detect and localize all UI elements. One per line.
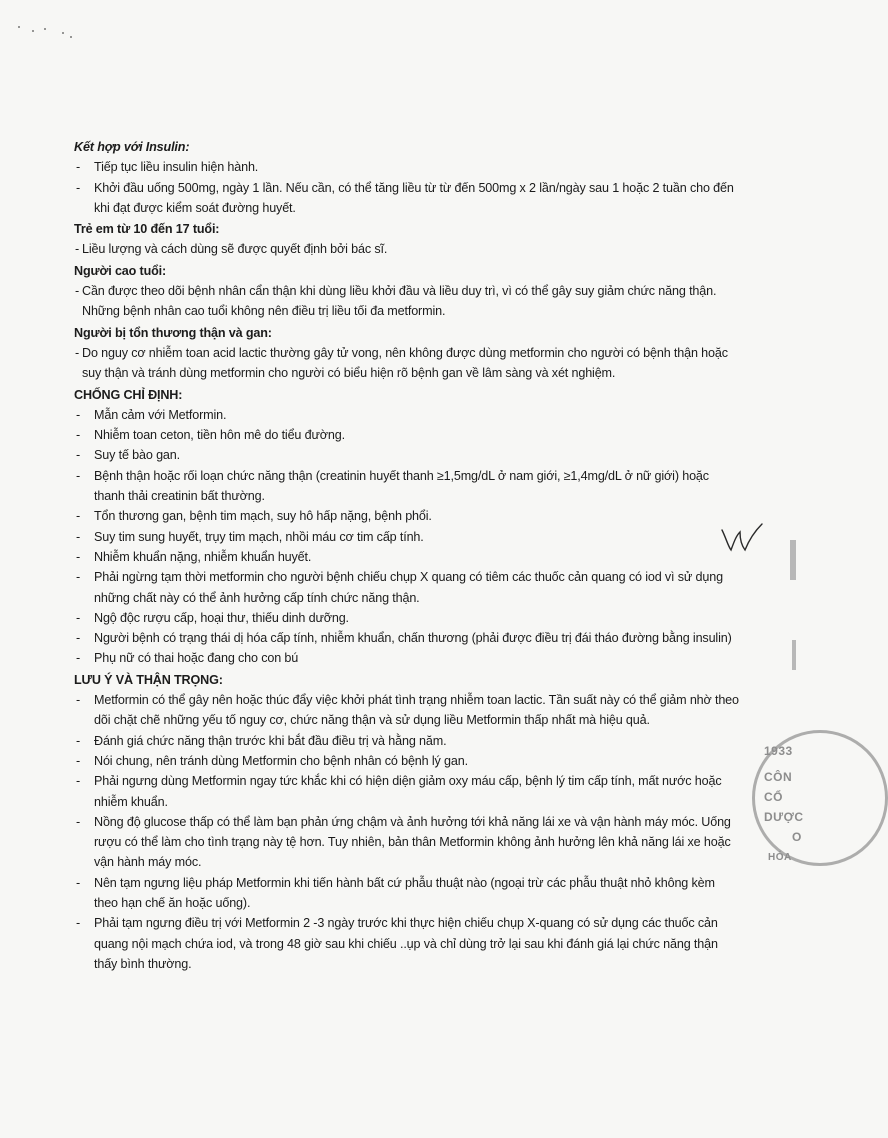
dash-bullet: - [76,160,81,175]
list-item-text: Do nguy cơ nhiễm toan acid lactic thường gây tử vong, nên không được dùng metformin cho người có bệnh thận hoặc suy thận và tránh dùng metformin cho người có biểu hiện rõ bệnh gan về lâm sàng và xét nghiệm. [82,345,728,381]
list-item [74,771,742,812]
stamp-text: 1933 [764,744,793,758]
list-item-text: Người bệnh có trạng thái dị hóa cấp tính, nhiễm khuẩn, chấn thương (phải được điều trị đái tháo đường bằng insulin) [94,631,732,646]
list-item [74,873,742,914]
list-item [74,547,742,567]
dash-bullet: - [76,610,81,625]
dash-bullet: - [76,693,81,708]
dash-bullet: - [76,407,81,422]
list-item-text: Phụ nữ có thai hoặc đang cho con bú [94,651,299,666]
edge-mark [790,540,796,580]
dash-bullet: - [76,651,81,666]
signature-mark [718,520,764,554]
list-item [74,913,742,974]
list-item [74,567,742,608]
list-item-text: Nhiễm khuẩn nặng, nhiễm khuẩn huyết. [94,549,312,564]
dash-bullet: - [76,570,81,585]
list-item [74,527,742,547]
dash-bullet: - [76,875,81,890]
list-item-text: Cần được theo dõi bệnh nhân cẩn thận khi dùng liều khởi đầu và liều duy trì, vì có thể gây suy giảm chức năng thận. Những bệnh nhân cao tuổi không nên điều trị liều tối đa metformin. [82,284,717,319]
list-item-text: Bệnh thận hoặc rối loạn chức năng thận (creatinin huyết thanh ≥1,5mg/dL ở nam giới, ≥1,4mg/dL ở nữ giới) hoặc thanh thải creatinin bất thường. [94,468,709,504]
list-item-text: Suy tim sung huyết, trụy tim mạch, nhồi máu cơ tim cấp tính. [94,529,424,544]
section-heading: CHỐNG CHỈ ĐỊNH: [74,387,183,402]
list-item-text: Phải ngừng tạm thời metformin cho người bệnh chiếu chụp X quang có tiêm các thuốc cản quang có iod vì sử dụng những chất này có thể ảnh hưởng cấp tính chức năng thận. [94,570,723,605]
list-item [74,178,742,219]
dash-bullet: - [76,180,81,195]
dash-bullet: - [76,916,81,931]
list-item [74,343,742,384]
dash-bullet: - [76,814,81,829]
list-item-text: Nhiễm toan ceton, tiền hôn mê do tiểu đường. [94,428,345,443]
list-item-text: Nên tạm ngưng liệu pháp Metformin khi tiến hành bất cứ phẫu thuật nào (ngoại trừ các phẫu thuật nhỏ không kèm theo hạn chế ăn hoặc uống). [94,875,715,910]
section-heading: Người cao tuổi: [74,263,167,278]
list-item [74,445,742,465]
dash-bullet: - [76,753,81,768]
list-item-text: Nồng độ glucose thấp có thể làm bạn phản ứng chậm và ảnh hưởng tới khả năng lái xe và vận hành máy móc. Uống rượu có thể làm cho tình trạng này tệ hơn. Tuy nhiên, bản thân Metformin không ảnh hưởng lên khả năng lái xe hoặc vận hành máy móc. [94,814,731,870]
dash-bullet: - [76,631,81,646]
list-item-text: Khởi đầu uống 500mg, ngày 1 lần. Nếu cần, có thể tăng liều từ từ đến 500mg x 2 lần/ngày sau 1 hoặc 2 tuần cho đến khi đạt được kiểm soát đường huyết. [94,180,734,215]
list-item [74,690,742,731]
section-heading: Trẻ em từ 10 đến 17 tuổi: [74,222,220,237]
list-item [74,157,742,177]
list-item [74,648,742,668]
dash-bullet: - [76,468,81,483]
stamp-text: CỔ [764,790,783,804]
dash-bullet: - [76,448,81,463]
dash-bullet: - [75,284,80,299]
dash-bullet: - [75,242,80,257]
list-item [74,239,742,259]
list-item-text: Đánh giá chức năng thận trước khi bắt đầu điều trị và hằng năm. [94,733,447,748]
list-item-text: Tiếp tục liều insulin hiện hành. [94,160,259,175]
stamp-text: DƯỢC [764,810,804,824]
list-item [74,731,742,751]
stamp-text: HÓA [768,852,792,863]
list-item [74,281,742,322]
dash-bullet: - [76,733,81,748]
section-heading: LƯU Ý VÀ THẬN TRỌNG: [74,672,223,687]
list-item [74,751,742,771]
stamp-text: O [792,830,802,844]
dash-bullet: - [75,345,80,360]
dash-bullet: - [76,529,81,544]
list-item-text: Phải ngưng dùng Metformin ngay tức khắc khi có hiện diện giảm oxy máu cấp, bệnh lý tim cấp tính, mất nước hoặc nhiễm khuẩn. [94,774,722,809]
list-item [74,466,742,507]
list-item-text: Ngộ độc rượu cấp, hoại thư, thiếu dinh dưỡng. [94,610,349,625]
dash-bullet: - [76,774,81,789]
dash-bullet: - [76,428,81,443]
section-heading: Người bị tổn thương thận và gan: [74,325,272,340]
company-stamp [752,730,812,870]
list-item [74,405,742,425]
list-item-text: Liều lượng và cách dùng sẽ được quyết định bởi bác sĩ. [82,242,388,257]
list-item [74,812,742,873]
dash-bullet: - [76,549,81,564]
dash-bullet: - [76,509,81,524]
list-item-text: Nói chung, nên tránh dùng Metformin cho bệnh nhân có bệnh lý gan. [94,753,468,768]
list-item [74,628,742,648]
list-item-text: Suy tế bào gan. [94,448,180,463]
section-heading: Kết hợp với Insulin: [74,140,190,154]
document-body [74,136,742,974]
list-item-text: Metformin có thể gây nên hoặc thúc đẩy việc khởi phát tình trạng nhiễm toan lactic. Tần suất này có thể giảm nhờ theo dõi chặt chẽ những yếu tố nguy cơ, chức năng thận và sử dụng liều Metformin thấp nhất mà hiệu quả. [94,693,739,728]
list-item [74,425,742,445]
list-item-text: Tổn thương gan, bệnh tim mạch, suy hô hấp nặng, bệnh phổi. [94,509,432,524]
stamp-text: CÔN [764,770,793,784]
list-item [74,506,742,526]
scan-specks [18,22,78,42]
list-item [74,608,742,628]
list-item-text: Mẫn cảm với Metformin. [94,407,227,422]
list-item-text: Phải tạm ngưng điều trị với Metformin 2 -3 ngày trước khi thực hiện chiếu chụp X-quang có sử dụng các thuốc cản quang nội mạch chứa iod, và trong 48 giờ sau khi chiếu ..ụp và chỉ dùng trở lại sau khi đánh giá lại chức năng thận thấy bình thường. [94,916,718,971]
edge-mark [792,640,796,670]
